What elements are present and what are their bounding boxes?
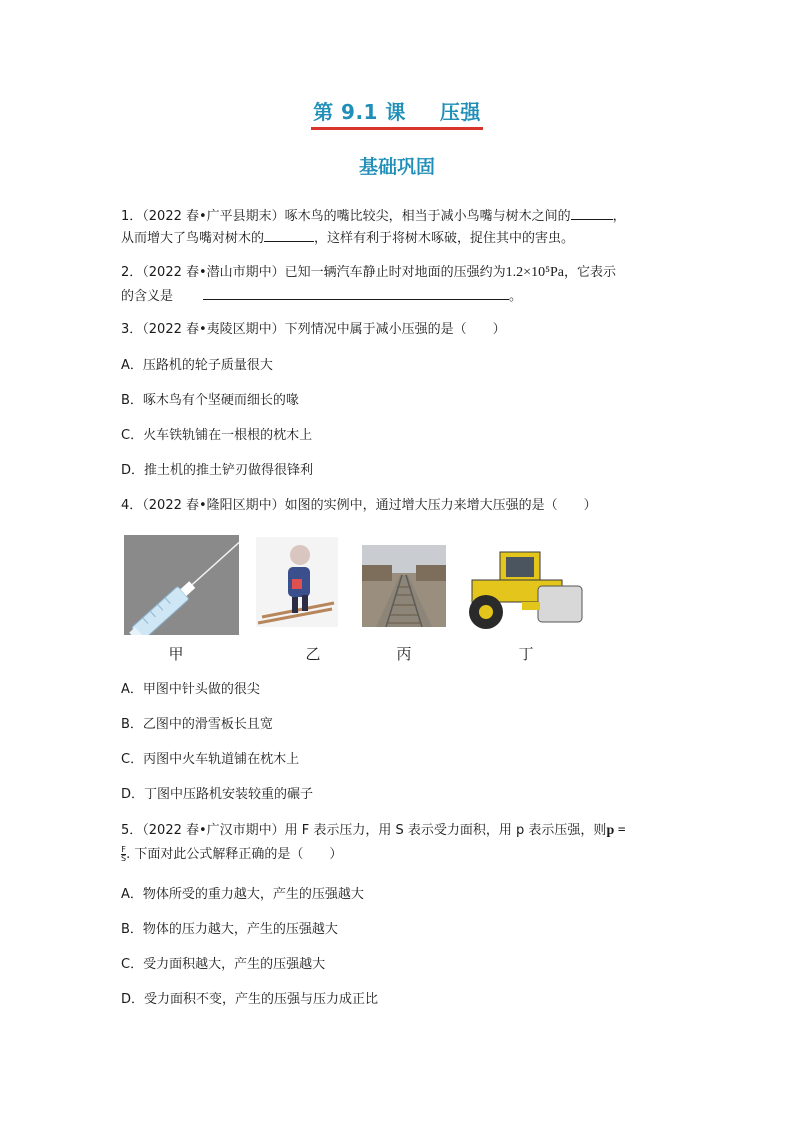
figure-label-jia: 甲 — [168, 645, 184, 663]
q2-text-2b: 。 — [509, 289, 523, 304]
q5-frac-denominator: S — [121, 854, 127, 863]
q3-stem: 3．（2022 春•夷陵区期中）下列情况中属于减小压强的是（ ） — [121, 322, 506, 337]
lesson-title-underlined — [311, 96, 483, 128]
figure-label-yi: 乙 — [305, 645, 321, 663]
q4-option-c[interactable]: C．丙图中火车轨道铺在枕木上 — [121, 752, 300, 767]
lesson-number: 第 9.1 课 — [313, 100, 406, 124]
q5-line2 — [121, 845, 342, 865]
q2-pressure-value: 1.2×10⁵Pa — [505, 265, 564, 280]
q2-text-2a: 的含义是 — [121, 289, 174, 304]
q4-option-d[interactable]: D．丁图中压路机安装较重的碾子 — [121, 787, 314, 802]
q4-stem: 4．（2022 春•隆阳区期中）如图的实例中，通过增大压力来增大压强的是（ ） — [121, 498, 597, 513]
q5-option-d[interactable]: D．受力面积不变，产生的压强与压力成正比 — [121, 992, 379, 1007]
figure-road-roller — [462, 548, 584, 634]
q5-option-c[interactable]: C．受力面积越大，产生的压强越大 — [121, 957, 326, 972]
figure-syringe — [124, 535, 239, 635]
q1-text-1-end: ， — [612, 209, 626, 224]
figure-railway — [362, 545, 446, 627]
q1-text-1: （2022 春•广平县期末）啄木鸟的嘴比较尖，相当于减小鸟嘴与树木之间的 — [142, 209, 571, 224]
q5-text-1: 5．（2022 春•广汉市期中）用 F 表示压力，用 S 表示受力面积，用 p 表示压强，则 — [121, 823, 607, 838]
q4-option-b[interactable]: B．乙图中的滑雪板长且宽 — [121, 717, 273, 732]
q2-text-1a: （2022 春•潜山市期中）已知一辆汽车静止时对地面的压强约为 — [142, 265, 506, 280]
q3-option-b[interactable]: B．啄木鸟有个坚硬而细长的喙 — [121, 393, 299, 408]
q1-number: 1． — [121, 209, 143, 224]
figure-label-bing: 丙 — [396, 645, 412, 663]
q1-line1 — [121, 205, 626, 227]
q5-option-b[interactable]: B．物体的压力越大，产生的压强越大 — [121, 922, 338, 937]
q5-option-a[interactable]: A．物体所受的重力越大，产生的压强越大 — [121, 887, 364, 902]
q5-formula-lhs: p = — [606, 823, 626, 838]
q2-line1 — [121, 263, 616, 283]
q1-line2 — [121, 227, 574, 249]
figure-label-ding: 丁 — [518, 645, 534, 663]
q5-text-2: . 下面对此公式解释正确的是（ ） — [126, 847, 343, 862]
q3-option-d[interactable]: D．推土机的推土铲刃做得很锋利 — [121, 463, 314, 478]
q1-text-2a: 从而增大了鸟嘴对树木的 — [121, 231, 265, 246]
q4-option-a[interactable]: A．甲图中针头做的很尖 — [121, 682, 260, 697]
q1-blank-2[interactable] — [264, 227, 314, 242]
q2-line2 — [121, 285, 522, 307]
q1-text-2b: ，这样有利于将树木啄破，捉住其中的害虫。 — [314, 231, 575, 246]
figure-skier — [256, 537, 338, 627]
q3-option-c[interactable]: C．火车铁轨铺在一根根的枕木上 — [121, 428, 313, 443]
q2-number: 2． — [121, 265, 143, 280]
lesson-topic: 压强 — [439, 100, 481, 124]
q2-text-1c: ，它表示 — [563, 265, 616, 280]
section-heading: 基础巩固 — [358, 156, 435, 178]
q3-option-a[interactable]: A．压路机的轮子质量很大 — [121, 358, 273, 373]
q5-line1 — [121, 821, 626, 841]
q5-frac-numerator: F — [121, 845, 126, 854]
q2-blank[interactable] — [203, 285, 509, 300]
lesson-title — [0, 96, 794, 128]
q1-blank-1[interactable] — [571, 205, 613, 220]
